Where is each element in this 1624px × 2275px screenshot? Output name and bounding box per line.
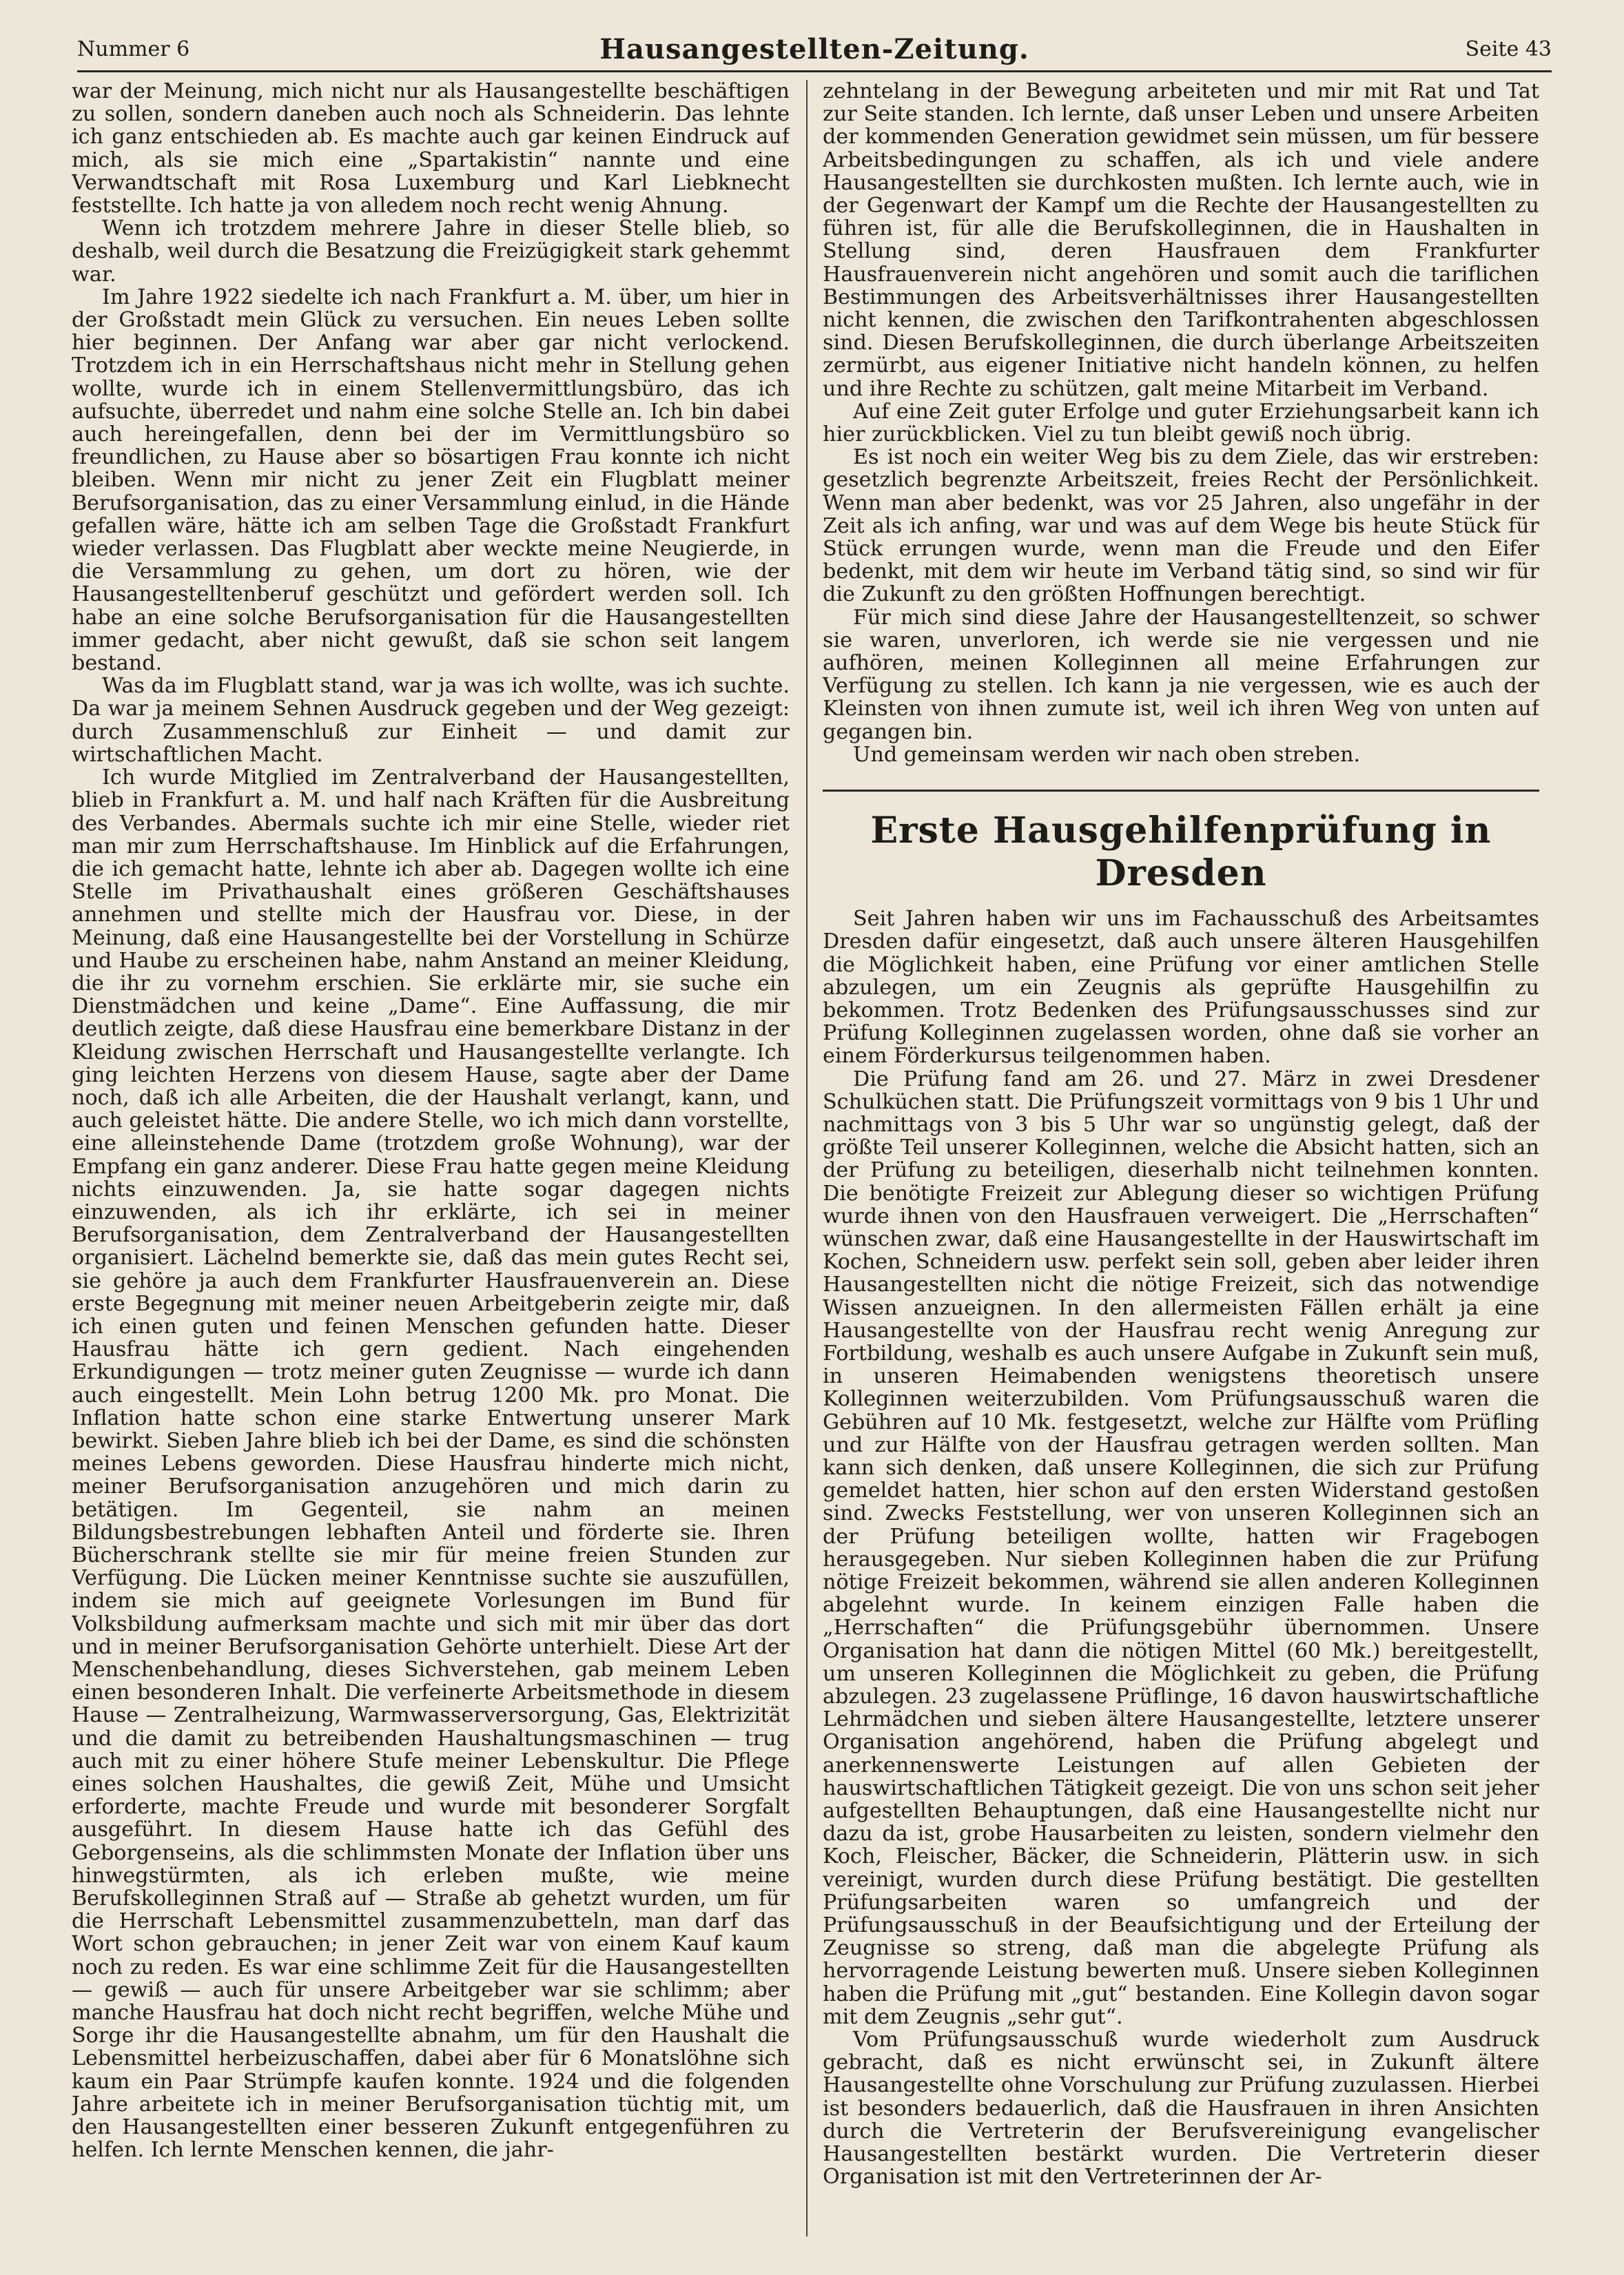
paragraph: Im Jahre 1922 siedelte ich nach Frankfurt a. M. über, um hier in der Großstadt mein Glück zu versuchen. Ein neues Leben sollte hier beginnen. Der Anfang war aber gar nicht verlockend. Trotzdem ich in ein Herrschaftshaus nicht mehr in Stellung gehen wollte, wurde ich in einem Stellenvermittlungsbüro, das ich aufsuchte, überredet und nahm eine solche Stelle an. Ich bin dabei auch hereingefallen, denn bei der im Vermittlungsbüro so freundlichen, zu Hause aber so bösartigen Frau konnte ich nicht bleiben. Wenn mir nicht zu jener Zeit ein Flugblatt meiner Berufsorganisation, das zu einer Versammlung einlud, in die Hände gefallen wäre, hätte ich am selben Tage die Großstadt Frankfurt wieder verlassen. Das Flugblatt aber weckte meine Neugierde, in die Versammlung zu gehen, um dort zu hören, wie der Hausangestelltenberuf geschützt und gefördert werden soll. Ich habe an eine solche Berufsorganisation für die Hausangestellten immer gedacht, aber nicht gewußt, daß sie schon seit langem bestand. [72,285,790,676]
paragraph: zehntelang in der Bewegung arbeiteten und mir mit Rat und Tat zur Seite standen. Ich lernte, daß unser Leben und unsere Arbeiten der kommenden Generation gewidmet sein müssen, um für bessere Arbeitsbedingungen zu schaffen, als ich und viele andere Hausangestellten sie durchkosten mußten. Ich lernte auch, wie in der Gegenwart der Kampf um die Rechte der Hausangestellten zu führen ist, für alle die Berufskolleginnen, die in Haushalten in Stellung sind, deren Hausfrauen dem Frankfurter Hausfrauenverein nicht angehören und somit auch die tariflichen Bestimmungen des Arbeitsverhältnisses ihrer Hausangestellten nicht kennen, die zwischen den Tarifkontrahenten abgeschlossen sind. Diesen Berufskolleginnen, die durch überlange Arbeitszeiten zermürbt, aus eigener Initiative nicht handeln können, zu helfen und ihre Rechte zu schützen, galt meine Mitarbeit im Verband. [823,80,1539,401]
paragraph: Wenn ich trotzdem mehrere Jahre in dieser Stelle blieb, so deshalb, weil durch die Besatzung die Freizügigkeit stark gehemmt war. [72,216,790,287]
paragraph: Für mich sind diese Jahre der Hausangestelltenzeit, so schwer sie waren, unverloren, ich werde sie nie vergessen und nie aufhören, meinen Kolleginnen all meine Erfahrungen zur Verfügung zu stellen. Ich kann ja nie vergessen, wie es auch der Kleinsten von ihnen zumute ist, weil ich ihren Weg von unten auf gegangen bin. [823,605,1539,744]
right-column [823,80,1539,2236]
paragraph: Was da im Flugblatt stand, war ja was ich wollte, was ich suchte. Da war ja meinem Sehnen Ausdruck gegeben und der Weg gezeigt: durch Zusammenschluß zur Einheit — und damit zur wirtschaftlichen Macht. [72,674,790,767]
article-headline: Erste Hausgehilfenprüfung in Dresden [870,810,1492,895]
section-divider [823,790,1539,792]
paragraph: war der Meinung, mich nicht nur als Hausangestellte beschäftigen zu sollen, sondern daneben auch noch als Schneiderin. Das lehnte ich ganz entschieden ab. Es machte auch gar keinen Eindruck auf mich, als sie mich eine „Spartakistin“ nannte und eine Verwandtschaft mit Rosa Luxemburg und Karl Liebknecht feststellte. Ich hatte ja von alledem noch recht wenig Ahnung. [72,80,790,218]
left-column [72,80,790,2236]
newspaper-title: Hausangestellten-Zeitung. [599,33,1029,65]
paragraph: Die Prüfung fand am 26. und 27. März in zwei Dresdener Schulküchen statt. Die Prüfungszeit vormittags von 9 bis 1 Uhr und nachmittags von 3 bis 5 Uhr war so ungünstig gelegt, daß der größte Teil unserer Kolleginnen, welche die Absicht hatten, sich an der Prüfung zu beteiligen, dieserhalb nicht teilnehmen konnten. Die benötigte Freizeit zur Ablegung dieser so wichtigen Prüfung wurde ihnen von den Hausfrauen verweigert. Die „Herrschaften“ wünschen zwar, daß eine Hausangestellte in der Hauswirtschaft im Kochen, Schneidern usw. perfekt sein soll, geben aber leider ihren Hausangestellten nicht die nötige Freizeit, sich das notwendige Wissen anzueignen. In den allermeisten Fällen erhält ja eine Hausangestellte von der Hausfrau recht wenig Anregung zur Fortbildung, weshalb es auch unsere Aufgabe in Zukunft sein muß, in unseren Heimabenden wenigstens theoretisch unsere Kolleginnen weiterzubilden. Vom Prüfungsausschuß waren die Gebühren auf 10 Mk. festgesetzt, welche zur Hälfte vom Prüfling und zur Hälfte von der Hausfrau getragen werden sollten. Man kann sich denken, daß unsere Kolleginnen, die sich zur Prüfung gemeldet hatten, hier schon auf den ersten Widerstand gestoßen sind. Zwecks Feststellung, wer von unseren Kolleginnen sich an der Prüfung beteiligen wollte, hatten wir Fragebogen herausgegeben. Nur sieben Kolleginnen haben die zur Prüfung nötige Freizeit bekommen, während sie allen anderen Kolleginnen abgelehnt wurde. In keinem einzigen Falle haben die „Herrschaften“ die Prüfungsgebühr übernommen. Unsere Organisation hat dann die nötigen Mittel (60 Mk.) bereitgestellt, um unseren Kolleginnen die Möglichkeit zu geben, die Prüfung abzulegen. 23 zugelassene Prüflinge, 16 davon hauswirtschaftliche Lehrmädchen und sieben ältere Hausangestellte, letztere unserer Organisation angehörend, haben die Prüfung abgelegt und anerkennenswerte Leistungen auf allen Gebieten der hauswirtschaftlichen Tätigkeit gezeigt. Die von uns schon seit jeher aufgestellten Behauptungen, daß eine Hausangestellte nicht nur dazu da ist, grobe Hausarbeiten zu leisten, sondern vielmehr den Koch, Fleischer, Bäcker, die Schneiderin, Plätterin usw. in sich vereinigt, wurden durch diese Prüfung bestätigt. Die gestellten Prüfungsarbeiten waren so umfangreich und der Prüfungsausschuß in der Beaufsichtigung und der Erteilung der Zeugnisse so streng, daß man die abgelegte Prüfung als hervorragende Leistung bewerten muß. Unsere sieben Kolleginnen haben die Prüfung mit „gut“ bestanden. Eine Kollegin davon sogar mit dem Zeugnis „sehr gut“. [823,1067,1539,2029]
paragraph: Ich wurde Mitglied im Zentralverband der Hausangestellten, blieb in Frankfurt a. M. und half nach Kräften für die Ausbreitung des Verbandes. Abermals suchte ich mir eine Stelle, wieder riet man mir zum Herrschaftshause. Im Hinblick auf die Erfahrungen, die ich gemacht hatte, lehnte ich aber ab. Dagegen wollte ich eine Stelle im Privathaushalt eines größeren Geschäftshauses annehmen und stellte mich der Hausfrau vor. Diese, in der Meinung, daß eine Hausangestellte bei der Vorstellung in Schürze und Haube zu erscheinen habe, nahm Anstand an meiner Kleidung, die ihr zu vornehm erschien. Sie erklärte mir, sie suche ein Dienstmädchen und keine „Dame“. Eine Auffassung, die mir deutlich zeigte, daß diese Hausfrau eine bemerkbare Distanz in der Kleidung zwischen Herrschaft und Hausangestellte verlangte. Ich ging leichten Herzens von diesem Hause, sagte aber der Dame noch, daß ich alle Arbeiten, die der Haushalt verlangt, kann, und auch geleistet hätte. Die andere Stelle, wo ich mich dann vorstellte, eine alleinstehende Dame (trotzdem große Wohnung), war der Empfang ein ganz anderer. Diese Frau hatte gegen meine Kleidung nichts einzuwenden. Ja, sie hatte sogar dagegen nichts einzuwenden, als ich ihr erklärte, ich sei in meiner Berufsorganisation, dem Zentralverband der Hausangestellten organisiert. Lächelnd bemerkte sie, daß das mein gutes Recht sei, sie gehöre ja auch dem Frankfurter Hausfrauenverein an. Diese erste Begegnung mit meiner neuen Arbeitgeberin zeigte mir, daß ich einen guten und feinen Menschen gefunden hatte. Dieser Hausfrau hätte ich gern gedient. Nach eingehenden Erkundigungen — trotz meiner guten Zeugnisse — wurde ich dann auch eingestellt. Mein Lohn betrug 1200 Mk. pro Monat. Die Inflation hatte schon eine starke Entwertung unserer Mark bewirkt. Sieben Jahre blieb ich bei der Dame, es sind die schönsten meines Lebens geworden. Diese Hausfrau hinderte mich nicht, meiner Berufsorganisation anzugehören und mich darin zu betätigen. Im Gegenteil, sie nahm an meinen Bildungsbestrebungen lebhaften Anteil und förderte sie. Ihren Bücherschrank stellte sie mir für meine freien Stunden zur Verfügung. Die Lücken meiner Kenntnisse suchte sie auszufüllen, indem sie mich auf geeignete Vorlesungen im Bund für Volksbildung aufmerksam machte und sich mit mir über das dort und in meiner Berufsorganisation Gehörte unterhielt. Diese Art der Menschenbehandlung, dieses Sichverstehen, gab meinem Leben einen besonderen Inhalt. Die verfeinerte Arbeitsmethode in diesem Hause — Zentralheizung, Warmwasserversorgung, Gas, Elektrizität und die damit zu betreibenden Haushaltungsmaschinen — trug auch mit zu einer höhere Stufe meiner Lebenskultur. Die Pflege eines solchen Haushaltes, die gewiß Zeit, Mühe und Umsicht erforderte, machte Freude und wurde mit besonderer Sorgfalt ausgeführt. In diesem Hause hatte ich das Gefühl des Geborgenseins, als die schlimmsten Monate der Inflation über uns hinwegstürmten, als ich erleben mußte, wie meine Berufskolleginnen Straß auf — Straße ab gehetzt wurden, um für die Herrschaft Lebensmittel zusammenzubetteln, man darf das Wort schon gebrauchen; in jener Zeit war von einem Kauf kaum noch zu reden. Es war eine schlimme Zeit für die Hausangestellten — gewiß — auch für unsere Arbeitgeber war sie schlimm; aber manche Hausfrau hat doch nicht recht begriffen, welche Mühe und Sorge ihr die Hausangestellte abnahm, um für den Haushalt die Lebensmittel herbeizuschaffen, dabei aber für 6 Monatslöhne sich kaum ein Paar Strümpfe kaufen konnte. 1924 und die folgenden Jahre arbeitete ich in meiner Berufsorganisation tüchtig mit, um den Hausangestellten einer besseren Zukunft entgegenführen zu helfen. Ich lernte Menschen kennen, die jahr- [72,765,790,2163]
paragraph: Es ist noch ein weiter Weg bis zu dem Ziele, das wir erstreben: gesetzlich begrenzte Arbeitszeit, freies Recht der Persönlichkeit. Wenn man aber bedenkt, was vor 25 Jahren, also ungefähr in der Zeit als ich anfing, war und was auf dem Wege bis heute Stück für Stück errungen wurde, wenn man die Freude und den Eifer bedenkt, mit dem wir heute im Verband tätig sind, so sind wir für die Zukunft zu den größten Hoffnungen berechtigt. [823,445,1539,607]
paragraph: Auf eine Zeit guter Erfolge und guter Erziehungsarbeit kann ich hier zurückblicken. Viel zu tun bleibt gewiß noch übrig. [823,399,1539,447]
column-divider [806,80,808,2236]
paragraph: Und gemeinsam werden wir nach oben streben. [853,742,1361,767]
page-header [77,33,1552,72]
paragraph: Vom Prüfungsausschuß wurde wiederholt zum Ausdruck gebracht, daß es nicht erwünscht sei, in Zukunft ältere Hausangestellte ohne Vorschulung zur Prüfung zuzulassen. Hierbei ist besonders bedauerlich, daß die Hausfrauen in ihren Ansichten durch die Vertreterin der Berufsvereinigung evangelischer Hausangestellten bestärkt wurden. Die Vertreterin dieser Organisation ist mit den Vertreterinnen der Ar- [823,2028,1539,2190]
paragraph: Seit Jahren haben wir uns im Fachausschuß des Arbeitsamtes Dresden dafür eingesetzt, daß auch unsere älteren Hausgehilfen die Möglichkeit haben, eine Prüfung vor einer amtlichen Stelle abzulegen, um ein Zeugnis als geprüfte Hausgehilfin zu bekommen. Trotz Bedenken des Prüfungsausschusses sind zur Prüfung Kolleginnen zugelassen worden, ohne daß sie vorher an einem Förderkursus teilgenommen haben. [823,907,1539,1069]
issue-number: Nummer 6 [77,37,190,61]
page-number: Seite 43 [1465,37,1552,61]
